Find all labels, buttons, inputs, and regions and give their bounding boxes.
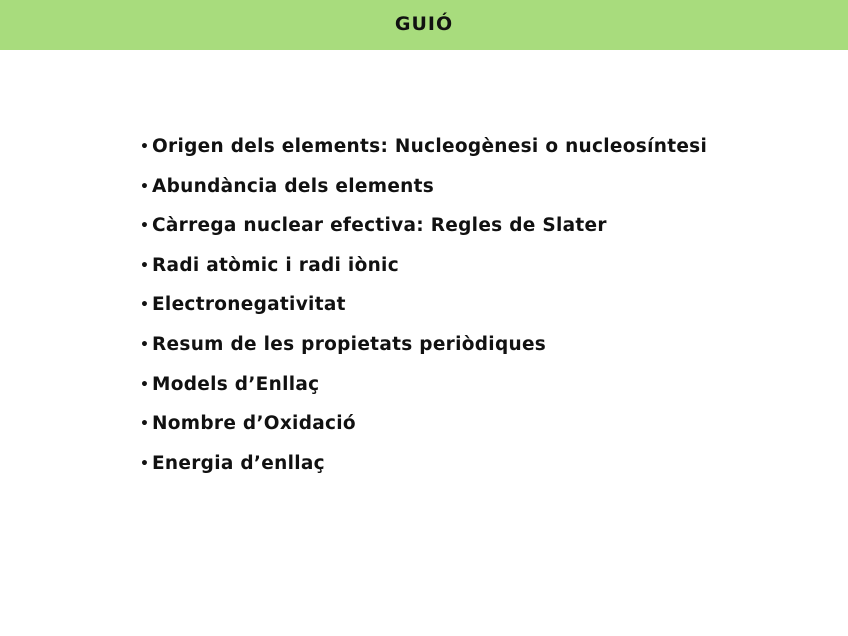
bullet-icon: • [140, 455, 150, 472]
header-bar [0, 0, 848, 50]
outline-item-text: Energia d’enllaç [152, 452, 325, 474]
outline-item-text: Càrrega nuclear efectiva: Regles de Slater [152, 215, 607, 237]
bullet-icon: • [140, 178, 150, 195]
outline-item [140, 292, 707, 332]
bullet-icon: • [140, 139, 150, 155]
outline-item-text: Nombre d’Oxidació [152, 413, 356, 435]
outline-item [140, 411, 707, 451]
bullet-icon: • [140, 376, 150, 393]
outline-item [140, 134, 707, 174]
outline-item [140, 451, 707, 491]
outline-list [140, 134, 707, 490]
outline-item-text: Abundància dels elements [152, 175, 435, 197]
outline-item-text: Resum de les propietats periòdiques [152, 333, 547, 355]
bullet-icon: • [140, 416, 150, 433]
outline-item-text: Electronegativitat [152, 294, 346, 316]
outline-item [140, 253, 707, 293]
outline-item-text: Models d’Enllaç [152, 373, 320, 395]
outline-item [140, 213, 707, 253]
outline-item [140, 174, 707, 214]
bullet-icon: • [140, 297, 150, 314]
bullet-icon: • [140, 218, 150, 235]
outline-item [140, 372, 707, 412]
outline-item [140, 332, 707, 372]
bullet-icon: • [140, 336, 150, 353]
outline-item-text: Radi atòmic i radi iònic [152, 254, 399, 276]
bullet-icon: • [140, 257, 150, 274]
page-title: GUIÓ [394, 13, 454, 35]
outline-item-text: Origen dels elements: Nucleogènesi o nucleosíntesi [152, 136, 708, 157]
